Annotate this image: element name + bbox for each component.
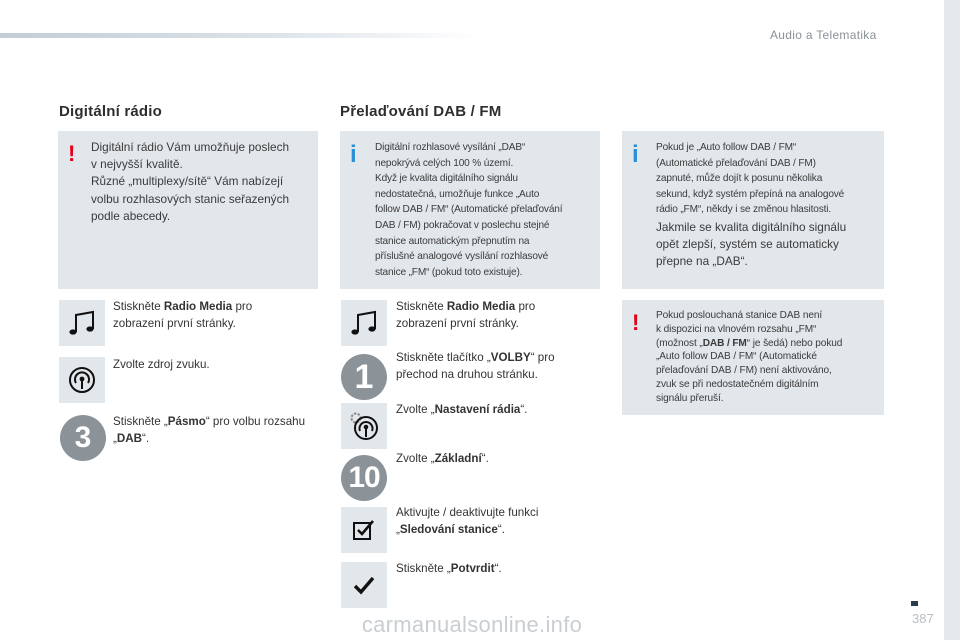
page-number: 387	[912, 611, 934, 626]
section-title: Audio a Telematika	[770, 28, 877, 42]
watermark: carmanualsonline.info	[361, 612, 583, 637]
step-band-dab: Stiskněte „Pásmo“ pro volbu rozsahu „DAB“.	[113, 415, 306, 445]
radio-settings-icon	[341, 403, 387, 449]
page-marker	[911, 601, 918, 606]
radio-source-icon	[59, 357, 105, 403]
warning-text: Pokud poslouchaná stanice DAB není k dispozici na vlnovém rozsahu „FM“ (možnost „DAB / FM“ je šedá) nebo pokud „Auto follow DAB / FM“ (Automatické přelaďování DAB / FM) není aktivováno, zvuk se při nedostatečném digitálním signálu přeruší.	[656, 310, 843, 404]
warning-icon: !	[68, 141, 76, 166]
page-edge-strip	[944, 0, 960, 640]
radio-media-icon	[59, 300, 105, 346]
warning-icon: !	[632, 310, 640, 335]
digital-radio-notice	[58, 131, 318, 289]
dab-unavailable-warning	[622, 300, 884, 415]
step-badge-10: 10	[341, 455, 387, 501]
auto-follow-text: Pokud je „Auto follow DAB / FM“ (Automatické přelaďování DAB / FM) zapnuté, může dojít k posunu několika sekund, když systém přepíná na analogové rádio „FM“, někdy i se změnou hlasitosti. Jakmile se kvalita digitálního signálu opět zlepší, systém se automaticky přepne na „DAB“.	[656, 142, 847, 268]
step-radio-media-dab: Stiskněte Radio Media pro zobrazení první stránky.	[396, 300, 536, 330]
heading-dab-fm: Přelaďování DAB / FM	[340, 103, 502, 120]
auto-follow-info-box	[622, 131, 884, 289]
step-confirm: Stiskněte „Potvrdit“.	[396, 562, 502, 575]
step-basic: Zvolte „Základní“.	[396, 452, 489, 465]
checkbox-icon	[341, 507, 387, 553]
step-radio-settings: Zvolte „Nastavení rádia“.	[396, 403, 528, 416]
heading-digital-radio: Digitální rádio	[59, 103, 163, 120]
step-select-source: Zvolte zdroj zvuku.	[113, 358, 210, 371]
step-volby: Stiskněte tlačítko „VOLBY“ pro přechod na druhou stránku.	[396, 351, 555, 381]
info-icon: i	[632, 141, 639, 168]
dab-info-box	[340, 131, 600, 289]
radio-media-icon	[341, 300, 387, 346]
notice-text: Digitální rádio Vám umožňuje poslech v nejvyšší kvalitě. Různé „multiplexy/sítě“ Vám nabízejí volbu rozhlasových stanic seřazených podle abecedy.	[91, 140, 290, 223]
step-radio-media: Stiskněte Radio Media pro zobrazení první stránky.	[113, 300, 253, 330]
info-icon: i	[350, 141, 357, 168]
step-station-tracking: Aktivujte / deaktivujte funkci „Sledování stanice“.	[396, 506, 539, 536]
confirm-check-icon	[341, 562, 387, 608]
step-badge-3: 3	[60, 415, 106, 461]
step-badge-1: 1	[341, 354, 387, 400]
header-bar	[0, 33, 480, 38]
dab-info-text: Digitální rozhlasové vysílání „DAB“ nepokrývá celých 100 % území. Když je kvalita digitálního signálu nedostatečná, umožňuje funkce „Auto follow DAB / FM“ (Automatické přelaďování DAB / FM) pokračovat v poslechu stejné stanice automatickým přepnutím na příslušné analogové vysílání rozhlasové stanice „FM“ (pokud toto existuje).	[375, 142, 563, 278]
